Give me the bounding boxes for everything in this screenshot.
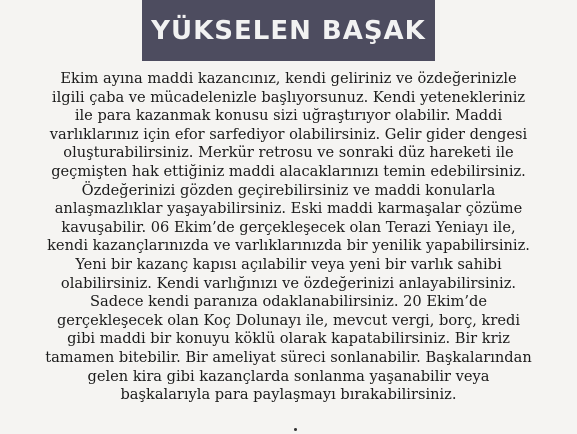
paragraph-line: ilgili çaba ve mücadelenizle başlıyorsunuz. Kendi yetenekleriniz [51, 88, 526, 106]
paragraph-line: Sadece kendi paranıza odaklanabilirsiniz. 20 Ekim’de [90, 293, 487, 311]
horoscope-paragraph [22, 70, 555, 405]
paragraph-line: anlaşmazlıklar yaşayabilirsiniz. Eski maddi karmaşalar çözüme [54, 200, 523, 218]
paragraph-line: kavuşabilir. 06 Ekim’de gerçekleşecek olan Terazi Yeniayı ile, [61, 218, 516, 236]
paragraph-line: oluşturabilirsiniz. Merkür retrosu ve sonraki düz hareketi ile [63, 144, 514, 162]
paragraph-line: gerçekleşecek olan Koç Dolunayı ile, mevcut vergi, borç, kredi [56, 311, 521, 329]
paragraph-line: Yeni bir kazanç kapısı açılabilir veya yeni bir varlık sahibi [75, 255, 502, 273]
paragraph-line: geçmişten hak ettiğiniz maddi alacaklarınızı temin edebilirsiniz. [51, 162, 526, 180]
paragraph-line: olabilirsiniz. Kendi varlığınızı ve özdeğerinizi anlayabilirsiniz. [60, 274, 517, 292]
paragraph-line: gibi maddi bir konuyu köklü olarak kapatabilirsiniz. Bir kriz [67, 330, 510, 348]
paragraph-line: kendi kazançlarınızda ve varlıklarınızda bir yenilik yapabilirsiniz. [47, 237, 530, 255]
paragraph-line: başkalarıyla para paylaşmayı bırakabilirsiniz. [120, 386, 457, 404]
page-title: YÜKSELEN BAŞAK [151, 15, 426, 46]
divider-dot [294, 428, 297, 431]
paragraph-line: tamamen bitebilir. Bir ameliyat süreci sonlanabilir. Başkalarından [45, 348, 532, 366]
paragraph-line: gelen kira gibi kazançlarda sonlanma yaşanabilir veya [87, 367, 490, 385]
title-banner [142, 0, 435, 61]
paragraph-line: Ekim ayına maddi kazancınız, kendi geliriniz ve özdeğerinizle [60, 70, 517, 87]
paragraph-line: ile para kazanmak konusu sizi uğraştırıyor olabilir. Maddi [74, 107, 503, 125]
paragraph-line: Özdeğerinizi gözden geçirebilirsiniz ve maddi konularla [81, 181, 496, 199]
paragraph-line: varlıklarınız için efor sarfediyor olabilirsiniz. Gelir gider dengesi [49, 125, 528, 143]
